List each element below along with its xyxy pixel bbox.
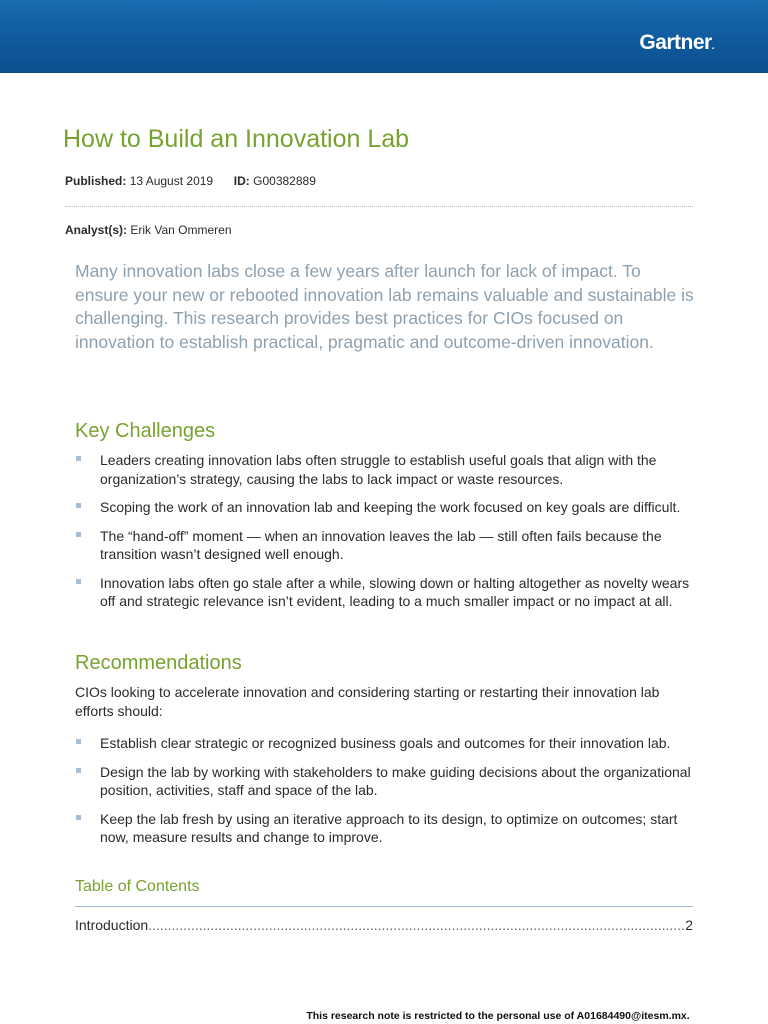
footer-notice: This research note is restricted to the personal use of A01684490@itesm.mx. xyxy=(306,1010,690,1022)
toc-leader-dots xyxy=(148,917,685,933)
recommendations-intro: CIOs looking to accelerate innovation and considering starting or restarting their innovation lab efforts should: xyxy=(75,684,660,719)
toc-title: Table of Contents xyxy=(75,878,200,895)
toc-entry-introduction[interactable] xyxy=(75,917,693,933)
analyst-name: Erik Van Ommeren xyxy=(130,223,232,237)
dotted-divider xyxy=(65,206,693,207)
summary-paragraph: Many innovation labs close a few years after launch for lack of impact. To ensure your new or rebooted innovation lab remains valuable and sustainable is challenging. This research provides best practices for CIOs focused on innovation to establish practical, pragmatic and outcome-driven innovation. xyxy=(75,261,694,352)
published-label: Published: xyxy=(65,174,127,188)
list-item: Innovation labs often go stale after a while, slowing down or halting altogether as novelty wears off and strategic relevance isn’t evident, leading to a much smaller impact or no impact at all. xyxy=(75,574,695,611)
publication-meta xyxy=(65,174,316,188)
gartner-logo[interactable]: Gartner. xyxy=(639,31,714,54)
toc-entry-page[interactable]: 2 xyxy=(685,917,693,933)
analyst-label: Analyst(s): xyxy=(65,223,128,237)
key-challenges-heading: Key Challenges xyxy=(75,420,216,442)
list-item: The “hand-off” moment — when an innovation leaves the lab — still often fails because the transition wasn’t designed well enough. xyxy=(75,527,695,564)
toc-entry-label[interactable]: Introduction xyxy=(75,917,149,933)
id-label: ID: xyxy=(233,174,250,188)
list-item: Scoping the work of an innovation lab and keeping the work focused on key goals are difficult. xyxy=(75,498,695,517)
document-id: G00382889 xyxy=(253,174,316,188)
list-item: Design the lab by working with stakeholders to make guiding decisions about the organizational position, activities, staff and space of the lab. xyxy=(75,763,695,800)
key-challenges-list xyxy=(75,451,695,621)
list-item: Keep the lab fresh by using an iterative approach to its design, to optimize on outcomes; start now, measure results and change to improve. xyxy=(75,810,695,847)
recommendations-list xyxy=(75,734,695,857)
list-item: Establish clear strategic or recognized business goals and outcomes for their innovation lab. xyxy=(75,734,695,753)
toc-divider xyxy=(75,906,693,907)
published-date: 13 August 2019 xyxy=(129,174,214,188)
document-title: How to Build an Innovation Lab xyxy=(63,125,410,153)
analyst-line xyxy=(65,223,232,237)
list-item: Leaders creating innovation labs often struggle to establish useful goals that align with the organization’s strategy, causing the labs to lack impact or waste resources. xyxy=(75,451,695,488)
recommendations-heading: Recommendations xyxy=(75,652,242,674)
restriction-footer xyxy=(0,1010,768,1022)
header-banner xyxy=(0,0,768,73)
